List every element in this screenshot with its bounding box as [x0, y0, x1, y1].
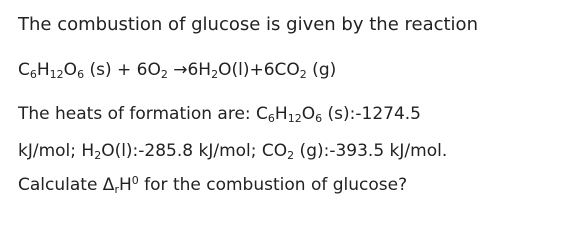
co2-oxygen-count: 2 — [299, 68, 307, 81]
heats-water-hydrogen-count: 2 — [94, 149, 102, 162]
heats-glucose-oxygen-count: 6 — [315, 112, 323, 125]
reaction-arrow-water: →6H — [167, 60, 212, 80]
intro-label: The combustion of glucose is given by the reaction — [18, 14, 478, 35]
ask-tail: for the combustion of glucose? — [138, 175, 408, 195]
co2-state: (g) — [306, 60, 337, 80]
ask-lead: Calculate Δ — [18, 175, 115, 195]
water-and-co2: O(l)+6CO — [218, 60, 300, 80]
glucose-hydrogen-count: 12 — [49, 68, 64, 81]
reaction-equation — [18, 59, 336, 81]
heats-glucose-hydrogen-count: 12 — [287, 112, 302, 125]
enthalpy-symbol: H — [118, 175, 132, 195]
glucose-carbon-count: 6 — [29, 68, 37, 81]
heats-line-2 — [18, 140, 447, 162]
heats-glucose-carbon: C — [256, 104, 268, 124]
oxygen-count: 2 — [160, 68, 168, 81]
water-heat-value: O(l):-285.8 kJ/mol; CO — [101, 141, 288, 161]
water-hydrogen-count: 2 — [211, 68, 219, 81]
standard-superscript: 0 — [131, 174, 139, 187]
heats-glucose-hydrogen: H — [274, 104, 288, 124]
ask-line — [18, 174, 407, 196]
glucose-oxygen: O — [63, 60, 78, 80]
reaction-subscript: r — [114, 183, 119, 196]
heats-glucose-carbon-count: 6 — [267, 112, 275, 125]
heats-glucose-oxygen: O — [301, 104, 316, 124]
co2-heat-value: (g):-393.5 kJ/mol. — [294, 141, 448, 161]
heats-lead: The heats of formation are: — [18, 104, 257, 124]
heats-unit-and-water: kJ/mol; H — [18, 141, 95, 161]
glucose-oxygen-count: 6 — [77, 68, 85, 81]
glucose-carbon: C — [18, 60, 30, 80]
heats-line-1 — [18, 103, 421, 125]
intro-text — [18, 14, 478, 36]
glucose-state-and-oxygen: (s) + 6O — [84, 60, 161, 80]
heats-co2-oxygen-count: 2 — [287, 149, 295, 162]
glucose-hydrogen: H — [36, 60, 50, 80]
glucose-heat-value: (s):-1274.5 — [322, 104, 421, 124]
